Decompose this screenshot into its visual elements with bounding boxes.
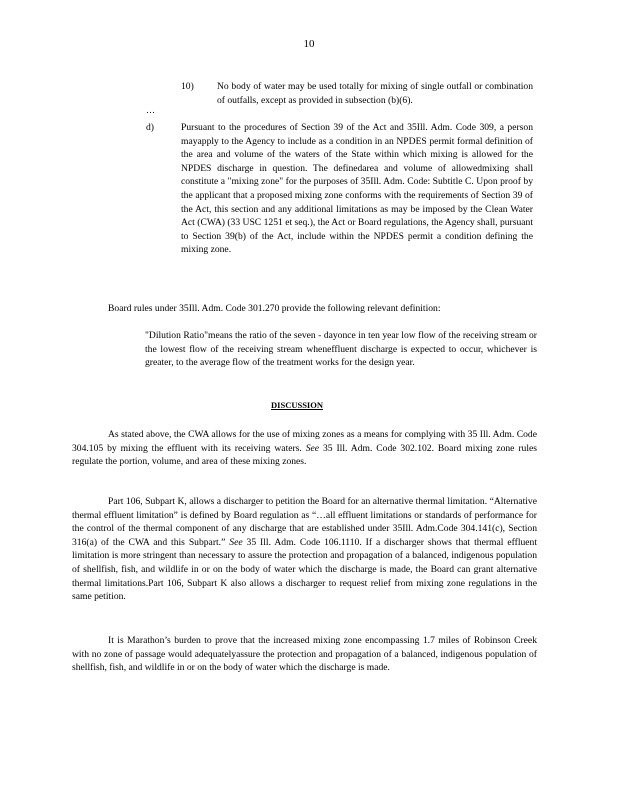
para1-see-cite: See [305,442,320,454]
dilution-ratio-definition: "Dilution Ratio"means the ratio of the seven - dayonce in ten year low flow of the receiving stream or the lowest flow of the receiving stream wheneffluent discharge is expected to occur, whichever is greater, to the average flow of the treatment works for the design year. [145,330,537,369]
item-d-text: Pursuant to the procedures of Section 39 of the Act and 35Ill. Adm. Code 309, a person mayapply to the Agency to include as a condition in an NPDES permit formal definition of the area and volume of the waters of the State within which mixing is allowed for the NPDES discharge in question. The definedarea and volume of allowedmixing shall constitute a "mixing zone" for the purposes of 35Ill. Adm. Code: Subtitle C. Upon proof by the applicant that a proposed mixing zone conforms with the requirements of Section 39 of the Act, this section and any additional limitations as may be imposed by the Clean Water Act (CWA) (33 USC 1251 et seq.), the Act or Board regulations, the Agency shall, pursuant to Section 39(b) of the Act, include within the NPDES permit a condition defining the mixing zone. [181,122,533,256]
item-10-marker: 10) [181,81,194,92]
item-10-text: No body of water may be used totally for mixing of single outfall or combination of outfalls, except as provided in subsection (b)(6). [217,81,533,106]
para2-text-b: 35 Ill. Adm. Code 106.1110. If a discharger shows that thermal effluent limitation is more stringent than necessary to assure the protection and propagation of a balanced, indigenous population of shellfish, fish, and wildlife in or on the body of water which the discharge is made, the Board can grant alternative thermal limitations.Part 106, Subpart K also allows a discharger to request relief from mixing zone regulations in the same petition. [72,536,537,603]
para2-see-cite: See [229,536,243,548]
discussion-heading-text: DISCUSSION [271,400,323,410]
board-rules-line: Board rules under 35Ill. Adm. Code 301.270 provide the following relevant definition: [108,303,441,314]
para1-text-a: As stated above, the CWA allows for the use of mixing zones as a means for complying with 35 Ill. Adm. Code 304.105 by mixing the effluent with its receiving waters. [72,429,537,454]
page-number: 10 [303,38,315,50]
item-d-marker: d) [146,122,154,133]
para2-text-a: Part 106, Subpart K, allows a discharger to petition the Board for an alternative thermal limitation. “Alternative thermal effluent limitation” is defined by Board regulation as “…all effluent limitations or standards of performance for the control of the thermal component of any discharge that are established under 35Ill. Adm.Code 304.141(c), Section 316(a) of the CWA and this Subpart.” [72,496,537,548]
discussion-heading [0,400,618,410]
discussion-paragraph-1 [72,428,537,469]
discussion-paragraph-3: It is Marathon’s burden to prove that the increased mixing zone encompassing 1.7 miles of Robinson Creek with no zone of passage would adequatelyassure the protection and propagation of a balanced, indigenous population of shellfish, fish, and wildlife in or on the body of water which the discharge is made. [72,635,537,674]
para1-text-b: 35 Ill. Adm. Code 302.102. Board mixing zone rules regulate the portion, volume, and area of these mixing zones. [72,442,537,468]
discussion-paragraph-2 [72,495,537,604]
ellipsis-mark: … [146,105,155,115]
